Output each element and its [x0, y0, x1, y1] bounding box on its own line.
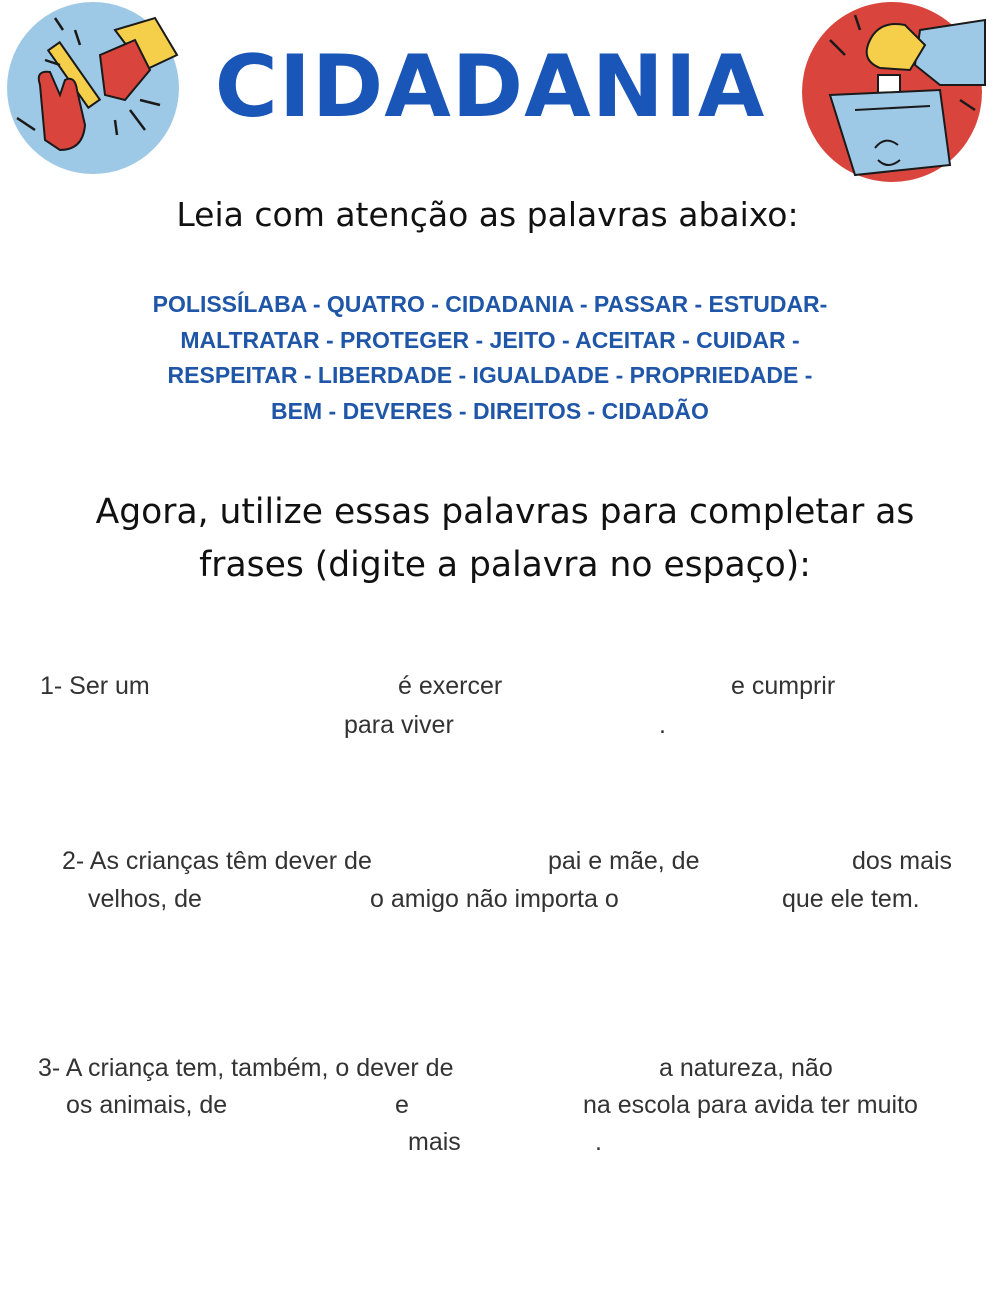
exercise-3-blank-2[interactable]	[850, 1054, 980, 1082]
hand-voting-ballot-box-icon	[800, 0, 988, 188]
exercise-3-text: mais	[408, 1128, 461, 1156]
exercise-3-text: e	[395, 1091, 409, 1119]
exercise-2-text: pai e mãe, de	[548, 847, 700, 875]
exercise-2-text: que ele tem.	[782, 885, 920, 913]
hand-holding-pencil-icon	[5, 0, 180, 175]
subtitle: Leia com atenção as palavras abaixo:	[176, 195, 799, 234]
word-bank-line: RESPEITAR - LIBERDADE - IGUALDADE - PROPRIEDADE -	[167, 362, 813, 388]
exercise-1-blank-2[interactable]	[525, 672, 725, 700]
exercise-1-text: é exercer	[398, 672, 503, 700]
exercise-1-blank-3[interactable]	[862, 672, 982, 700]
word-bank-line: MALTRATAR - PROTEGER - JEITO - ACEITAR - CUIDAR -	[180, 326, 800, 353]
word-bank	[60, 287, 920, 429]
exercise-2-text: o amigo não importa o	[370, 885, 619, 913]
word-bank-line: POLISSÍLABA - QUATRO - CIDADANIA - PASSAR - ESTUDAR-	[152, 291, 828, 317]
exercise-2-text: velhos, de	[88, 885, 202, 913]
page-title: CIDADANIA	[214, 37, 766, 137]
exercise-3-text: os animais, de	[66, 1091, 228, 1119]
exercise-3-text: .	[595, 1128, 602, 1156]
exercise-2-blank-2[interactable]	[720, 847, 845, 875]
exercise-3-blank-5[interactable]	[470, 1128, 590, 1156]
exercise-3-text: a natureza, não	[659, 1054, 833, 1082]
exercise-2-text: dos mais	[852, 847, 953, 875]
exercise-3-blank-3[interactable]	[248, 1091, 388, 1119]
word-bank-line: BEM - DEVERES - DIREITOS - CIDADÃO	[271, 397, 709, 424]
exercise-2-blank-4[interactable]	[660, 885, 775, 913]
exercise-3-text: 3- A criança tem, também, o dever de	[38, 1054, 454, 1082]
exercise-3-text: na escola para avida ter muito	[583, 1091, 918, 1119]
instructions-line: frases (digite a palavra no espaço):	[199, 545, 811, 585]
exercise-2-blank-1[interactable]	[410, 847, 542, 875]
instructions	[20, 486, 990, 592]
exercise-3-blank-1[interactable]	[492, 1054, 652, 1082]
exercise-1-blank-4[interactable]	[472, 711, 657, 739]
exercise-1-text: .	[659, 711, 666, 739]
exercise-3-blank-4[interactable]	[414, 1091, 576, 1119]
exercise-2-text: 2- As crianças têm dever de	[62, 847, 372, 875]
exercise-1-text: 1- Ser um	[40, 672, 150, 700]
exercise-1-text: para viver	[344, 711, 454, 739]
exercise-1-blank-1[interactable]	[170, 672, 390, 700]
exercise-2-blank-3[interactable]	[226, 885, 364, 913]
exercise-1-text: e cumprir	[731, 672, 836, 700]
instructions-line: Agora, utilize essas palavras para completar as	[95, 492, 915, 532]
